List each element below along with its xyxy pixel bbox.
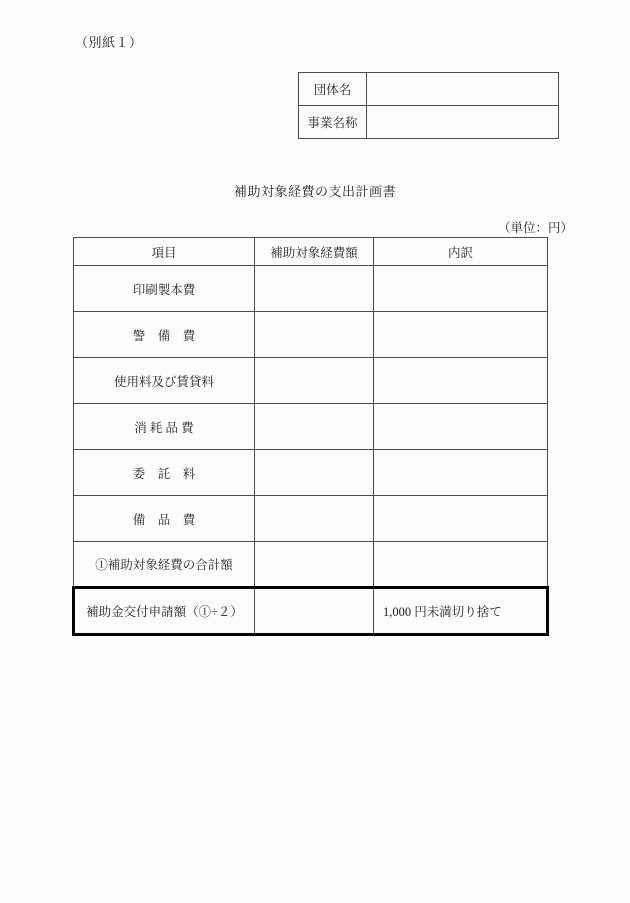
item-cell: 委 託 料 xyxy=(74,450,255,496)
amount-cell xyxy=(255,496,374,542)
expense-row-security xyxy=(74,312,548,358)
amount-cell xyxy=(255,266,374,312)
attachment-label: （別紙１） xyxy=(75,35,143,50)
org-name-value-cell xyxy=(367,73,559,106)
expense-row-outsourcing xyxy=(74,450,548,496)
amount-cell xyxy=(255,542,374,588)
amount-cell xyxy=(255,404,374,450)
expense-header-row xyxy=(74,238,548,266)
project-name-value-cell xyxy=(367,106,559,139)
header-cell-item: 項目 xyxy=(74,238,255,266)
amount-cell xyxy=(255,450,374,496)
org-name-label: 団体名 xyxy=(299,73,367,106)
item-cell: ①補助対象経費の合計額 xyxy=(74,542,255,588)
breakdown-cell xyxy=(374,542,548,588)
breakdown-cell: 1,000 円未満切り捨て xyxy=(374,588,548,635)
item-cell: 補助金交付申請額（①÷２） xyxy=(74,588,255,635)
item-cell: 印刷製本費 xyxy=(74,266,255,312)
page-title: 補助対象経費の支出計画書 xyxy=(233,184,396,199)
org-name-row xyxy=(299,73,559,106)
breakdown-cell xyxy=(374,496,548,542)
expense-row-consumables xyxy=(74,404,548,450)
item-cell: 消 耗 品 費 xyxy=(74,404,255,450)
header-cell-amount: 補助対象経費額 xyxy=(255,238,374,266)
breakdown-cell xyxy=(374,312,548,358)
project-name-label: 事業名称 xyxy=(299,106,367,139)
breakdown-cell xyxy=(374,358,548,404)
breakdown-cell xyxy=(374,450,548,496)
amount-cell xyxy=(255,358,374,404)
expense-table xyxy=(72,237,549,636)
breakdown-cell xyxy=(374,266,548,312)
expense-row-equipment xyxy=(74,496,548,542)
unit-label: （単位：円） xyxy=(497,221,573,235)
item-cell: 警 備 費 xyxy=(74,312,255,358)
expense-row-usage-rental xyxy=(74,358,548,404)
item-cell: 備 品 費 xyxy=(74,496,255,542)
expense-row-printing xyxy=(74,266,548,312)
header-cell-breakdown: 内訳 xyxy=(374,238,548,266)
amount-cell xyxy=(255,588,374,635)
breakdown-cell xyxy=(374,404,548,450)
expense-row-application-amount xyxy=(74,588,548,635)
project-name-row xyxy=(299,106,559,139)
org-info-table xyxy=(298,72,559,139)
amount-cell xyxy=(255,312,374,358)
item-cell: 使用料及び賃貸料 xyxy=(74,358,255,404)
expense-row-total xyxy=(74,542,548,588)
